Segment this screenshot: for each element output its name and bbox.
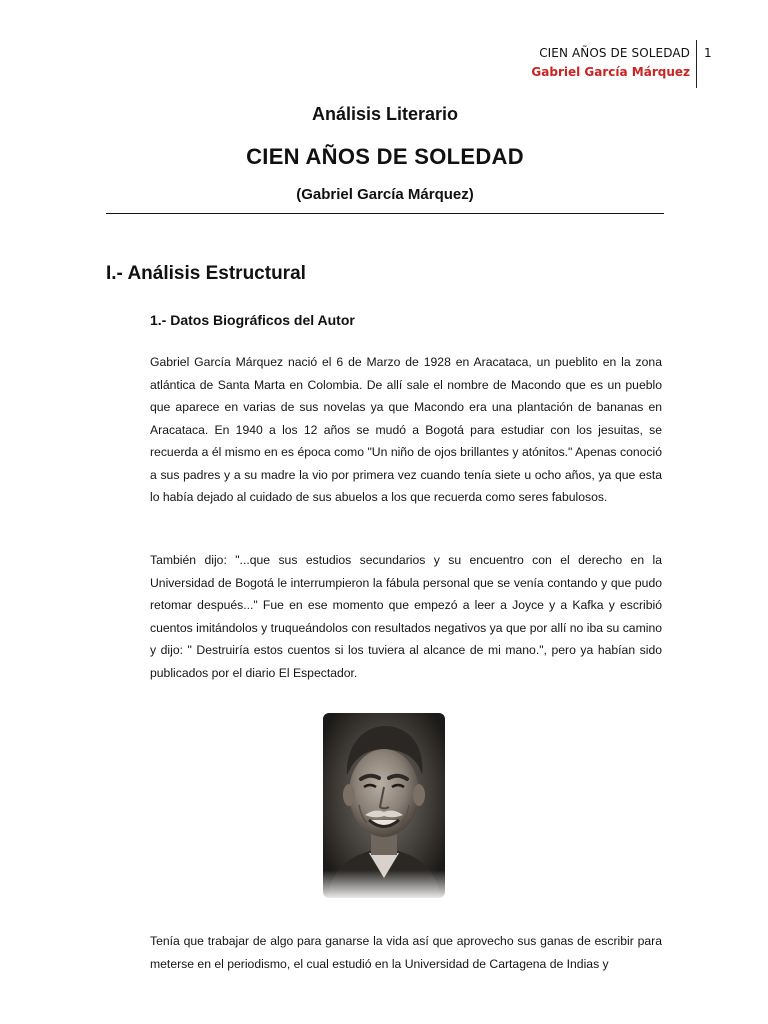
paragraph-journalism: Tenía que trabajar de algo para ganarse la vida así que aprovecho sus ganas de escribir para meterse en el periodismo, el cual estudió en la Universidad de Cartagena de Indias y xyxy=(150,934,662,971)
document-title: CIEN AÑOS DE SOLEDAD xyxy=(246,144,524,169)
paragraph-biography: Gabriel García Márquez nació el 6 de Marzo de 1928 en Aracataca, un pueblito en la zona atlántica de Santa Marta en Colombia. De allí sale el nombre de Macondo que es un pueblo que aparece en varias de sus novelas ya que Macondo era una plantación de bananas en Aracataca. En 1940 a los 12 años se mudó a Bogotá para estudiar con los jesuitas, se recuerda a él mismo en es época como "Un niño de ojos brillantes y atónitos." Apenas conoció a sus padres y a su madre la vio por primera vez cuando tenía siete u ocho años, ya que esta lo había dejado al cuidado de sus abuelos a los que recuerda como seres fabulosos. xyxy=(150,355,662,504)
title-rule xyxy=(106,213,664,214)
running-header-title: CIEN AÑOS DE SOLEDAD xyxy=(539,46,690,60)
author-portrait-photo xyxy=(323,713,445,898)
running-header xyxy=(531,44,690,82)
section-heading: I.- Análisis Estructural xyxy=(106,263,306,284)
document-kicker: Análisis Literario xyxy=(311,104,459,124)
title-block xyxy=(106,104,664,206)
header-divider xyxy=(696,40,697,88)
subsection-heading: 1.- Datos Biográficos del Autor xyxy=(150,312,355,328)
running-header-author: Gabriel García Márquez xyxy=(531,65,690,79)
page-number: 1 xyxy=(704,46,712,60)
paragraph-studies: También dijo: "...que sus estudios secundarios y su encuentro con el derecho en la Universidad de Bogotá le interrumpieron la fábula personal que se venía contando y que pudo retomar después..." Fue en ese momento que empezó a leer a Joyce y a Kafka y escribió cuentos imitándolos y truqueándolos con resultados negativos ya que por allí no iba su camino y dijo: " Destruiría estos cuentos si los tuviera al alcance de mi mano.", pero ya habían sido publicados por el diario El Espectador. xyxy=(150,553,662,680)
document-subtitle: (Gabriel García Márquez) xyxy=(296,186,474,203)
